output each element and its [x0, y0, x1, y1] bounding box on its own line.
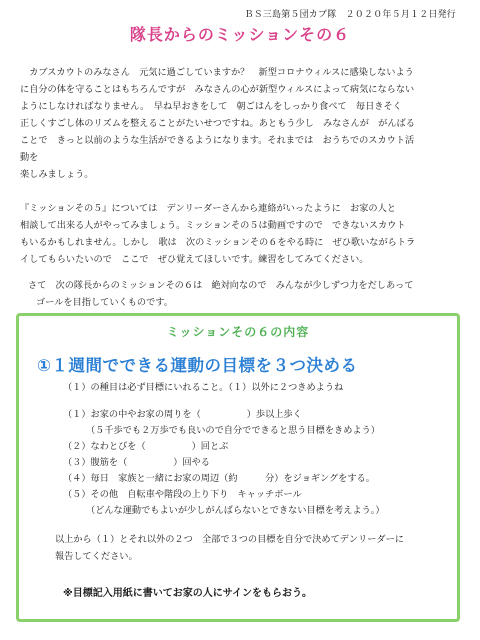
issue-header: ＢＳ三島第５団カブ隊 ２０２０年５月１２日発行 [244, 10, 456, 20]
mission-item: （２）なわとびを（ ）回とぶ [63, 441, 229, 452]
intro-line-4: 正しくすごし体のリズムを整えることがたいせつですね。あともう少し みなさんが がんばる [20, 118, 415, 129]
signature-note: ※目標記入用紙に書いてお家の人にサインをもらおう。 [63, 588, 313, 599]
mission-item: （４）毎日 家族と一緒にお家の周辺（約 分）をジョギングをする。 [63, 473, 375, 484]
intro-line-1: カブスカウトのみなさん 元気に過ごしていますか？ 新型コロナウィルスに感染しないよう [20, 67, 414, 78]
intro-line-7: 楽しみましょう。 [20, 169, 94, 180]
mission5-line-4: イしてもらいたいので ここで ぜひ覚えてほしいです。練習をしてみてください。 [20, 254, 369, 265]
mission-box [16, 313, 460, 622]
mission-item: （５）その他 自転車や階段の上り下り キャッチボール [63, 489, 302, 500]
intro-line-5: ことで きっと以前のような生活ができるようになります。それまでは おうちでのスカウト活 [20, 135, 415, 146]
intro-line-6: 動を [20, 152, 39, 163]
mission6-intro-line-1: さて 次の隊長からのミッションその６は 絶対向なので みんなが少しずつ力をだしあって [28, 280, 414, 291]
page-title: 隊長からのミッションその６ [129, 25, 351, 44]
mission-item-note: （５千歩でも２万歩でも良いので自分でできると思う目標をきめよう） [63, 425, 380, 436]
mission5-line-2: 相談して出来る人がやってみましょう。ミッションその５は動画ですので できないスカウト [20, 220, 406, 231]
mission5-line-1: 『ミッションその５』については デンリーダーさんから連絡がいったように お家の人と [20, 203, 396, 214]
mission-rule: （１）の種目は必ず目標にいれること。（１）以外に２つきめようね [63, 382, 344, 393]
mission-item-note: （どんな運動でもよいが少しがんばらないとできない目標を考えよう。） [63, 505, 385, 516]
report-line-1: 以上から（１）とそれ以外の２つ 全部で３つの目標を自分で決めてデンリーダーに [55, 534, 404, 545]
intro-line-3: ようにしなければなりません。 早ね早おきをして 朝ごはんをしっかり食べて 毎日きそく [20, 101, 402, 112]
mission-item: （１）お家の中やお家の周りを（ ）歩以上歩く [63, 409, 302, 420]
mission-box-title: ミッションその６の内容 [166, 325, 310, 339]
intro-line-2: に自分の体を守ることはもちろんですが みなさんの心が新型ウィルスによって病気にならない [20, 84, 415, 95]
mission-goal: ①１週間でできる運動の目標を３つ決める [37, 356, 358, 375]
mission-item: （３）腹筋を（ ）回やる [63, 457, 210, 468]
report-line-2: 報告してください。 [55, 551, 138, 562]
mission5-line-3: もいるかもしれません。しかし 歌は 次のミッションその６をやる時に ぜひ歌いながらトラ [20, 237, 416, 248]
mission6-intro-line-2: ゴールを目指していくものです。 [36, 297, 173, 308]
